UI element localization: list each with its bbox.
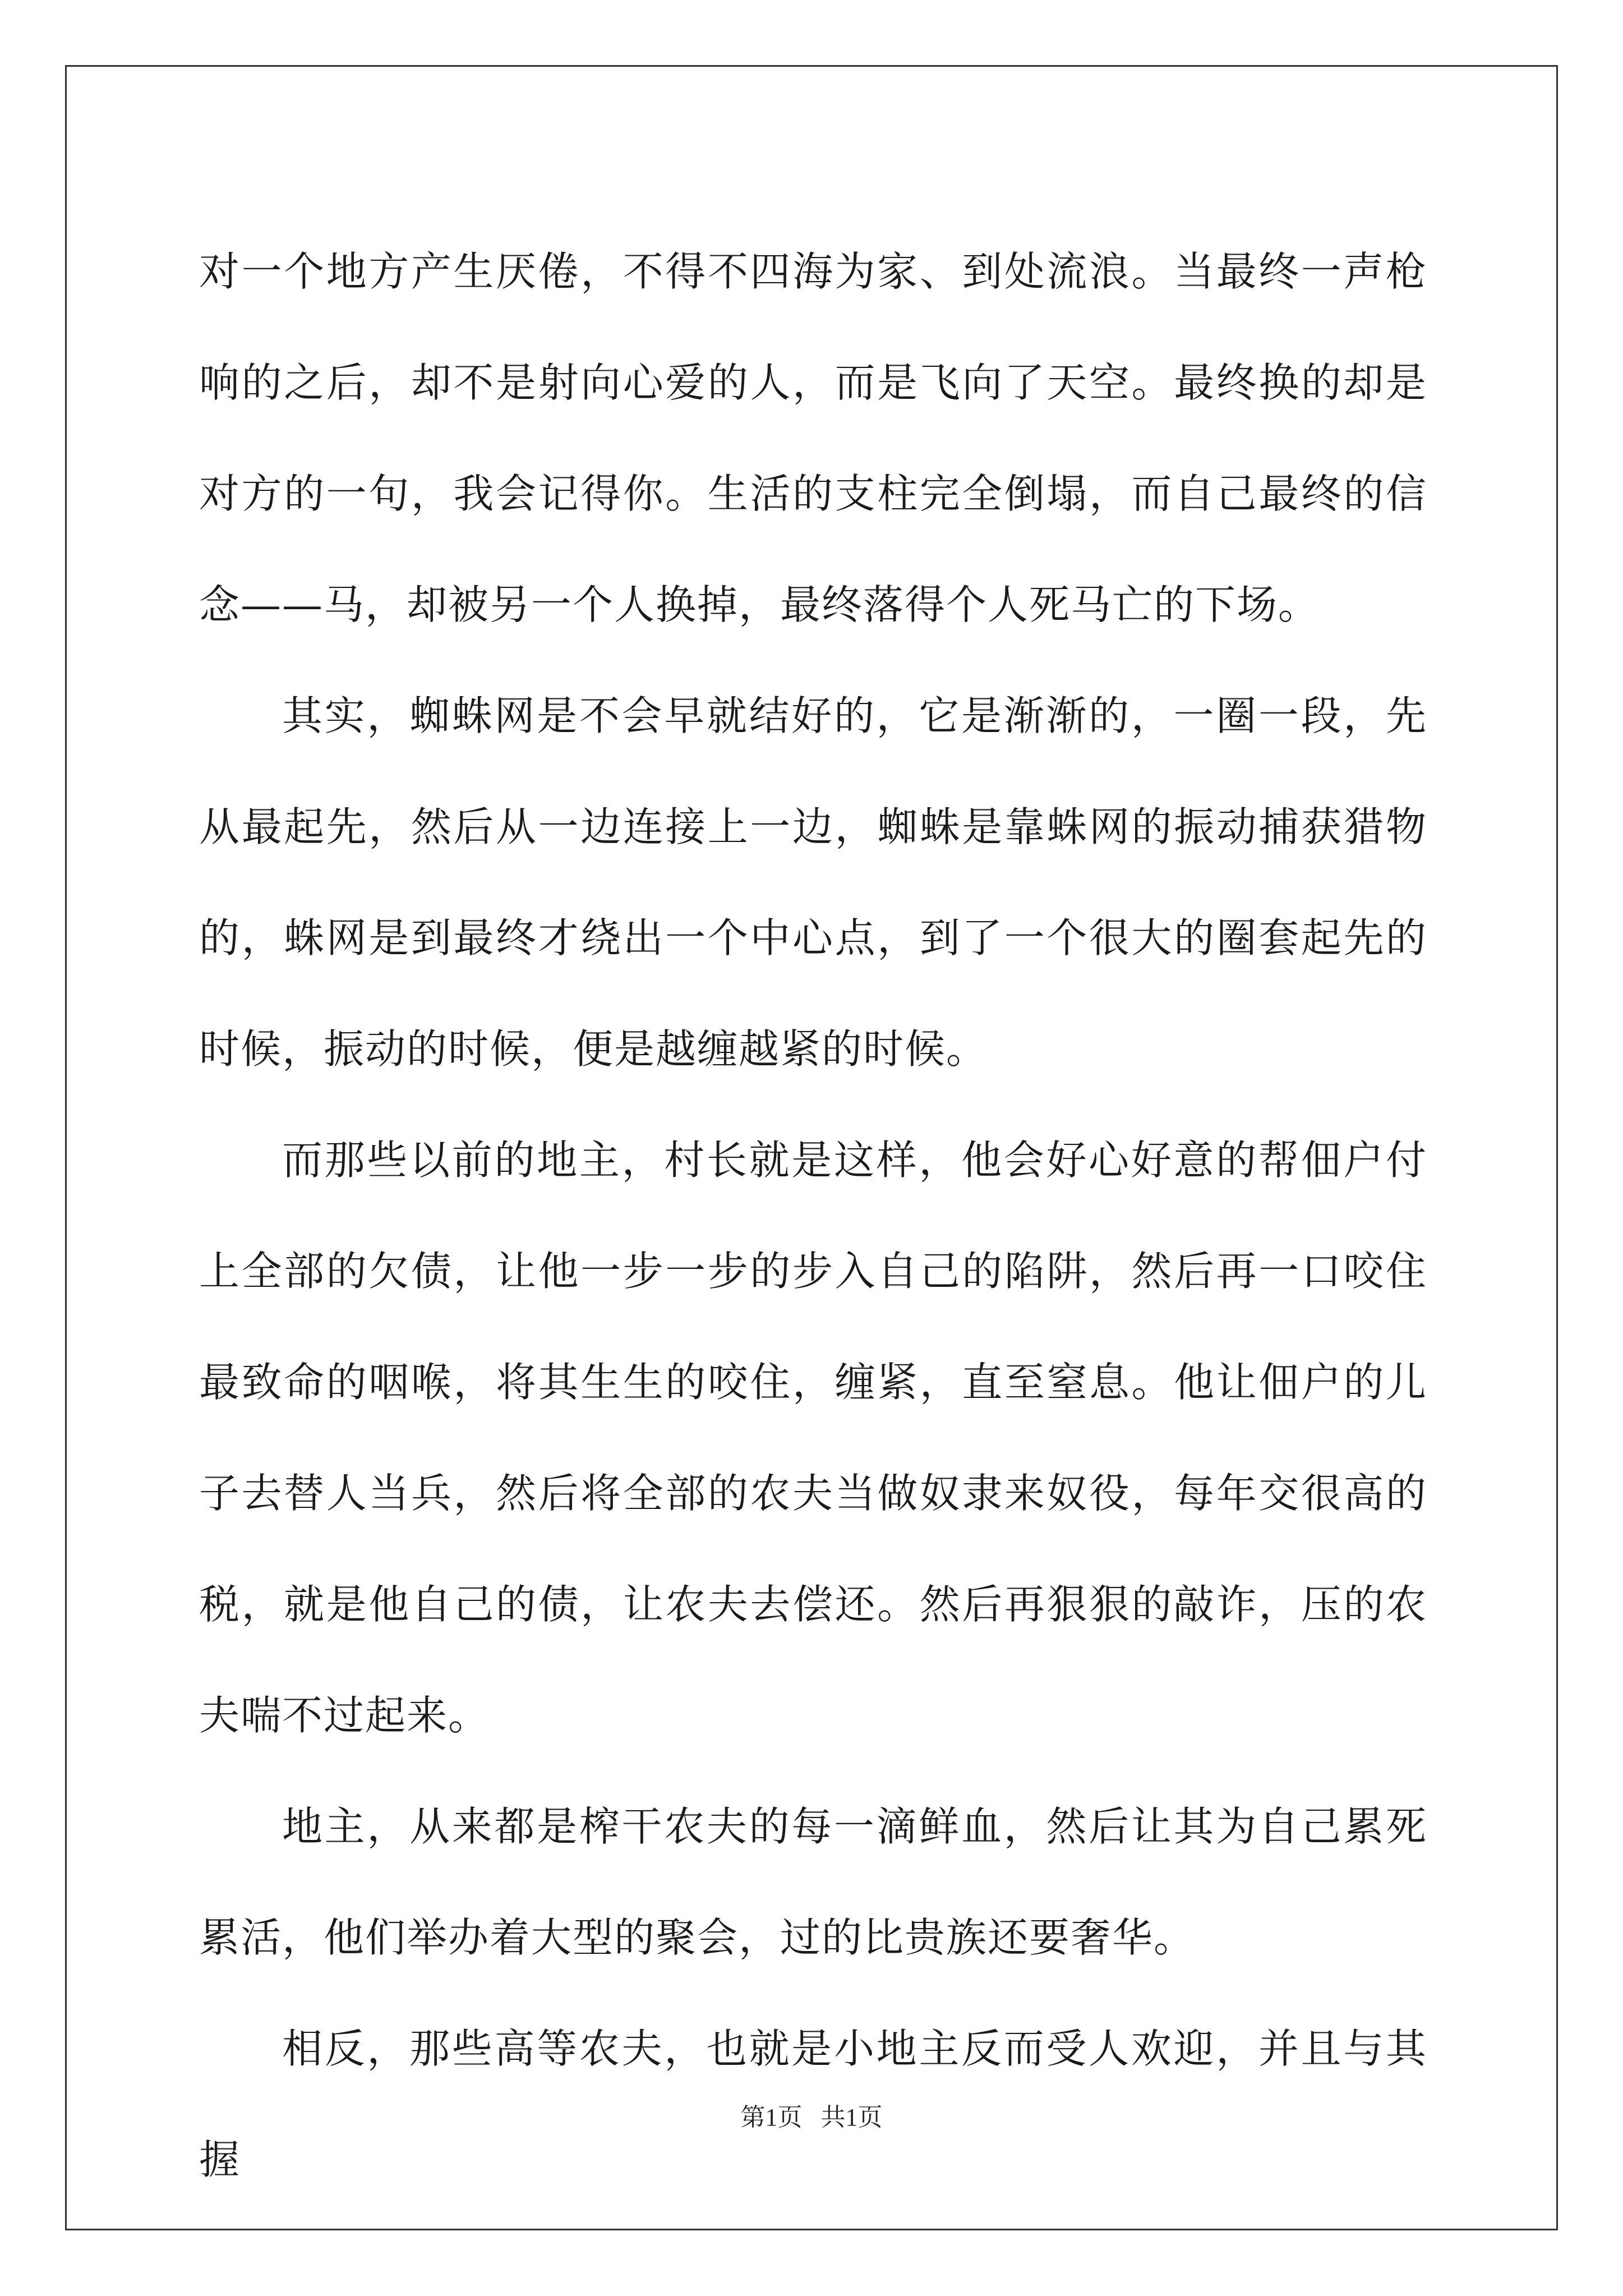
paragraph: 地主，从来都是榨干农夫的每一滴鲜血，然后让其为自己累死累活，他们举办着大型的聚会，过的比贵族还要奢华。 [199,1803,1427,1961]
paragraph: 相反，那些高等农夫，也就是小地主反而受人欢迎，并且与其握 [199,2025,1427,2183]
paragraph: 其实，蜘蛛网是不会早就结好的，它是渐渐的，一圈一段，先从最起先，然后从一边连接上一边，蜘蛛是靠蛛网的振动捕获猎物的，蛛网是到最终才绕出一个中心点，到了一个很大的圈套起先的时候，振动的时候，便是越缠越紧的时候。 [199,692,1427,1073]
footer-spacer [803,2104,821,2131]
total-pages: 共1页 [820,2104,883,2131]
paragraph: 而那些以前的地主，村长就是这样，他会好心好意的帮佃户付上全部的欠债，让他一步一步的步入自己的陷阱，然后再一口咬住最致命的咽喉，将其生生的咬住，缠紧，直至窒息。他让佃户的儿子去替人当兵，然后将全部的农夫当做奴隶来奴役，每年交很高的税，就是他自己的债，让农夫去偿还。然后再狠狠的敲诈，压的农夫喘不过起来。 [199,1137,1427,1739]
document-body [199,216,1427,2215]
page-number: 第1页 [740,2104,803,2131]
page-footer [0,2097,1623,2133]
paragraph: 对一个地方产生厌倦，不得不四海为家、到处流浪。当最终一声枪响的之后，却不是射向心爱的人，而是飞向了天空。最终换的却是对方的一句，我会记得你。生活的支柱完全倒塌，而自己最终的信念——马，却被另一个人换掉，最终落得个人死马亡的下场。 [199,248,1427,628]
